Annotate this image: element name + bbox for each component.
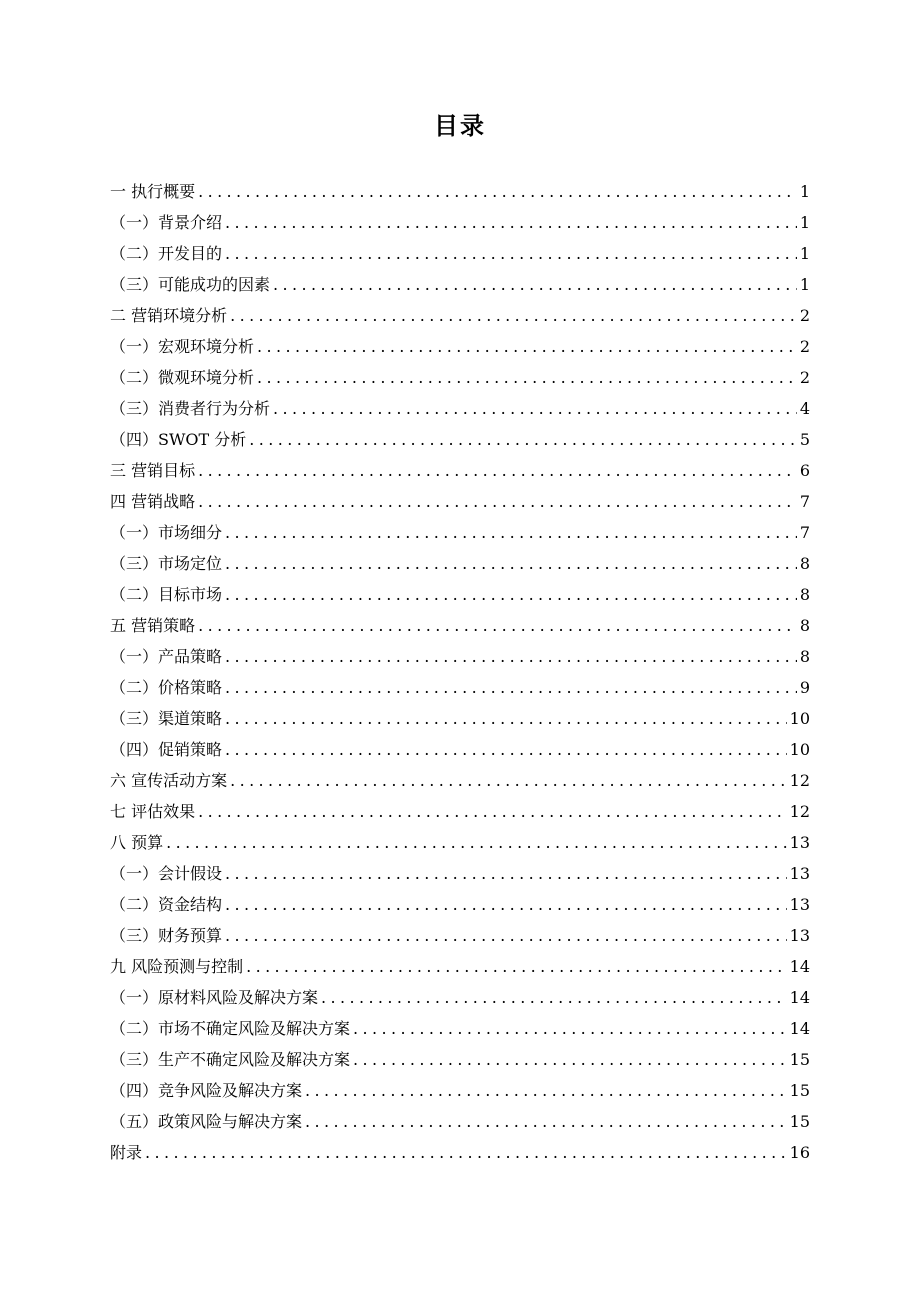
toc-dot-leader [273, 393, 797, 424]
toc-entry[interactable] [110, 269, 810, 300]
toc-entry[interactable] [110, 1075, 810, 1106]
toc-entry-page-number: 8 [799, 554, 810, 573]
toc-dot-leader [257, 362, 797, 393]
toc-dot-leader [230, 300, 797, 331]
toc-entry-page-number: 2 [799, 368, 810, 387]
toc-entry-label: （一）产品策略 [110, 647, 223, 666]
toc-entry-page-number: 8 [799, 585, 810, 604]
toc-entry-label: （一）宏观环境分析 [110, 337, 255, 356]
toc-entry-label: （二）资金结构 [110, 895, 223, 914]
toc-entry-page-number: 13 [789, 833, 810, 852]
toc-dot-leader [353, 1013, 787, 1044]
toc-entry-page-number: 13 [789, 926, 810, 945]
toc-entry[interactable] [110, 889, 810, 920]
toc-dot-leader [198, 486, 797, 517]
toc-entry-page-number: 8 [799, 647, 810, 666]
toc-entry[interactable] [110, 238, 810, 269]
toc-entry-page-number: 7 [799, 523, 810, 542]
toc-entry-label: 三 营销目标 [110, 461, 196, 480]
toc-entry-label: 五 营销策略 [110, 616, 196, 635]
toc-entry[interactable] [110, 765, 810, 796]
toc-entry[interactable] [110, 300, 810, 331]
toc-dot-leader [257, 331, 797, 362]
toc-entry-label: 四 营销战略 [110, 492, 196, 511]
toc-entry[interactable] [110, 920, 810, 951]
toc-entry[interactable] [110, 331, 810, 362]
toc-entry[interactable] [110, 517, 810, 548]
toc-entry-label: （五）政策风险与解决方案 [110, 1112, 303, 1131]
toc-entry-page-number: 1 [799, 244, 810, 263]
toc-entry[interactable] [110, 548, 810, 579]
toc-entry-page-number: 14 [789, 988, 810, 1007]
toc-dot-leader [225, 858, 787, 889]
toc-entry[interactable] [110, 672, 810, 703]
toc-entry[interactable] [110, 610, 810, 641]
toc-dot-leader [321, 982, 787, 1013]
toc-dot-leader [145, 1137, 787, 1168]
toc-entry-page-number: 1 [799, 275, 810, 294]
toc-entry-page-number: 13 [789, 864, 810, 883]
toc-entry-label: （三）财务预算 [110, 926, 223, 945]
table-of-contents [110, 176, 810, 1168]
toc-dot-leader [273, 269, 797, 300]
toc-entry[interactable] [110, 796, 810, 827]
toc-entry-label: （三）渠道策略 [110, 709, 223, 728]
toc-entry[interactable] [110, 703, 810, 734]
toc-entry-page-number: 1 [799, 182, 810, 201]
toc-entry[interactable] [110, 827, 810, 858]
toc-entry-page-number: 10 [789, 740, 810, 759]
toc-dot-leader [198, 455, 797, 486]
toc-entry[interactable] [110, 455, 810, 486]
toc-entry[interactable] [110, 641, 810, 672]
toc-entry-label: （四）SWOT 分析 [110, 430, 247, 449]
toc-entry[interactable] [110, 1013, 810, 1044]
toc-entry-page-number: 12 [789, 771, 810, 790]
toc-dot-leader [305, 1106, 787, 1137]
toc-entry[interactable] [110, 982, 810, 1013]
toc-entry-label: （四）促销策略 [110, 740, 223, 759]
toc-dot-leader [225, 672, 797, 703]
toc-entry-page-number: 4 [799, 399, 810, 418]
toc-entry-label: （三）市场定位 [110, 554, 223, 573]
toc-entry-page-number: 12 [789, 802, 810, 821]
toc-entry-label: （三）可能成功的因素 [110, 275, 271, 294]
toc-entry-page-number: 15 [789, 1112, 810, 1131]
toc-dot-leader [225, 920, 787, 951]
toc-entry[interactable] [110, 579, 810, 610]
toc-entry-label: 二 营销环境分析 [110, 306, 228, 325]
toc-entry-page-number: 14 [789, 1019, 810, 1038]
toc-dot-leader [225, 548, 797, 579]
toc-dot-leader [249, 424, 797, 455]
toc-entry-label: （三）消费者行为分析 [110, 399, 271, 418]
toc-entry-label: （四）竞争风险及解决方案 [110, 1081, 303, 1100]
toc-entry[interactable] [110, 1137, 810, 1168]
toc-entry-label: （一）市场细分 [110, 523, 223, 542]
toc-dot-leader [225, 207, 797, 238]
toc-entry-page-number: 1 [799, 213, 810, 232]
toc-entry-page-number: 9 [799, 678, 810, 697]
toc-entry-label: （一）原材料风险及解决方案 [110, 988, 319, 1007]
toc-entry[interactable] [110, 951, 810, 982]
toc-entry-label: 六 宣传活动方案 [110, 771, 228, 790]
toc-entry-page-number: 14 [789, 957, 810, 976]
toc-entry[interactable] [110, 207, 810, 238]
toc-dot-leader [225, 641, 797, 672]
toc-entry-label: 七 评估效果 [110, 802, 196, 821]
toc-entry-label: （二）目标市场 [110, 585, 223, 604]
toc-dot-leader [198, 796, 787, 827]
toc-entry[interactable] [110, 393, 810, 424]
toc-entry-label: （一）会计假设 [110, 864, 223, 883]
toc-entry[interactable] [110, 424, 810, 455]
toc-entry-page-number: 2 [799, 306, 810, 325]
page-title: 目录 [434, 112, 486, 140]
toc-dot-leader [225, 238, 797, 269]
toc-entry[interactable] [110, 1044, 810, 1075]
toc-dot-leader [225, 579, 797, 610]
toc-entry-label: （二）市场不确定风险及解决方案 [110, 1019, 351, 1038]
toc-entry-page-number: 13 [789, 895, 810, 914]
toc-entry-label: （二）价格策略 [110, 678, 223, 697]
toc-dot-leader [305, 1075, 787, 1106]
toc-entry-label: （一）背景介绍 [110, 213, 223, 232]
toc-entry-page-number: 6 [799, 461, 810, 480]
toc-entry-label: （三）生产不确定风险及解决方案 [110, 1050, 351, 1069]
toc-entry-page-number: 8 [799, 616, 810, 635]
toc-entry[interactable] [110, 858, 810, 889]
toc-dot-leader [198, 610, 797, 641]
toc-entry-label: （二）开发目的 [110, 244, 223, 263]
toc-dot-leader [198, 176, 797, 207]
toc-entry-label: （二）微观环境分析 [110, 368, 255, 387]
toc-dot-leader [225, 703, 787, 734]
toc-entry-label: 一 执行概要 [110, 182, 196, 201]
toc-entry[interactable] [110, 1106, 810, 1137]
toc-entry-label: 九 风险预测与控制 [110, 957, 244, 976]
toc-dot-leader [230, 765, 787, 796]
toc-entry-page-number: 7 [799, 492, 810, 511]
toc-entry-label: 附录 [110, 1143, 143, 1162]
toc-dot-leader [353, 1044, 787, 1075]
toc-dot-leader [225, 889, 787, 920]
toc-entry-page-number: 15 [789, 1081, 810, 1100]
toc-entry-page-number: 10 [789, 709, 810, 728]
toc-entry-page-number: 16 [789, 1143, 810, 1162]
toc-entry-page-number: 2 [799, 337, 810, 356]
toc-dot-leader [166, 827, 787, 858]
toc-entry[interactable] [110, 176, 810, 207]
toc-entry[interactable] [110, 734, 810, 765]
toc-dot-leader [225, 517, 797, 548]
toc-dot-leader [246, 951, 787, 982]
toc-entry[interactable] [110, 486, 810, 517]
toc-entry-label: 八 预算 [110, 833, 164, 852]
toc-entry-page-number: 15 [789, 1050, 810, 1069]
toc-entry[interactable] [110, 362, 810, 393]
toc-entry-page-number: 5 [799, 430, 810, 449]
toc-dot-leader [225, 734, 787, 765]
